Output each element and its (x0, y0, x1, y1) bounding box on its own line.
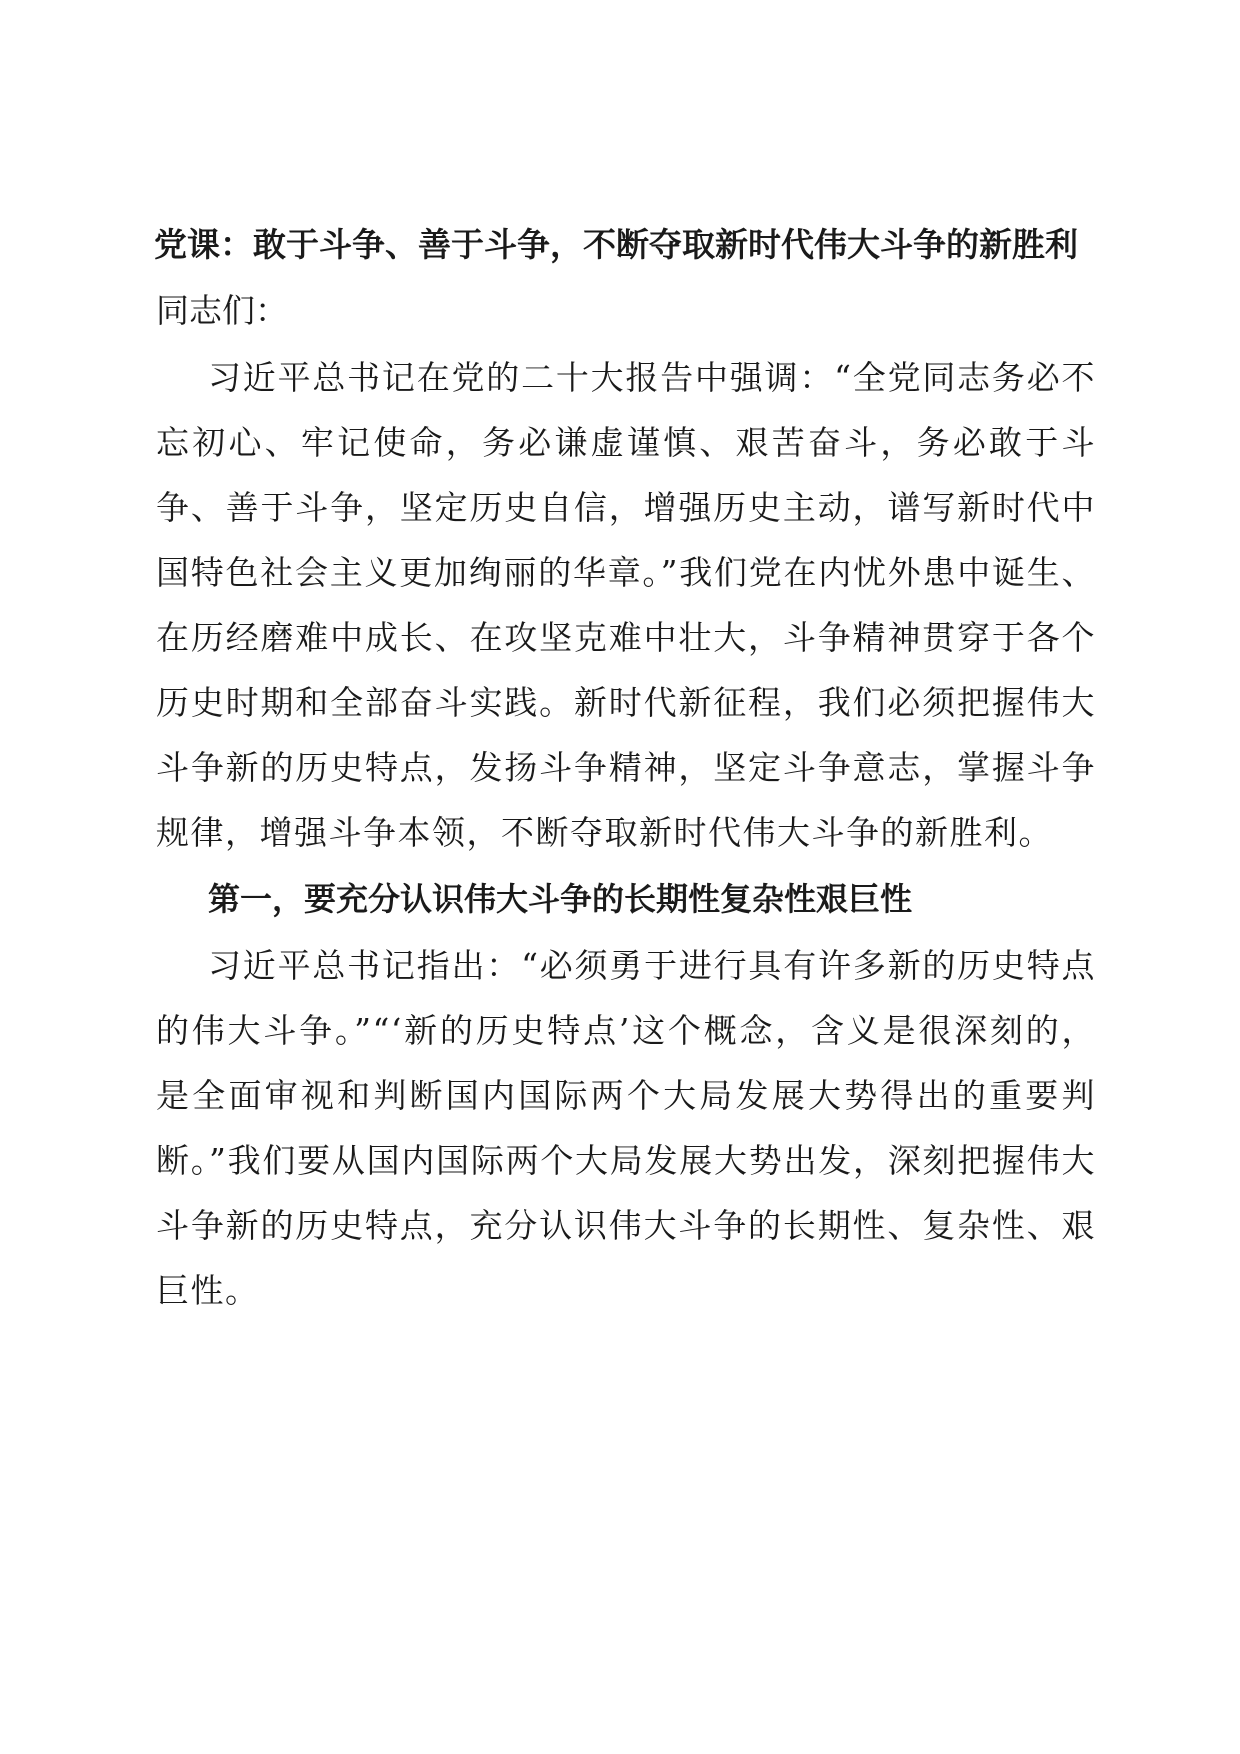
intro-paragraph: 习近平总书记在党的二十大报告中强调：“全党同志务必不忘初心、牢记使命，务必谦虚谨慎、艰苦奋斗，务必敢于斗争、善于斗争，坚定历史自信，增强历史主动，谱写新时代中国特色社会主义更加绚丽的华章。”我们党在内忧外患中诞生、在历经磨难中成长、在攻坚克难中壮大，斗争精神贯穿于各个历史时期和全部奋斗实践。新时代新征程，我们必须把握伟大斗争新的历史特点，发扬斗争精神，坚定斗争意志，掌握斗争规律，增强斗争本领，不断夺取新时代伟大斗争的新胜利。 (156, 358, 1096, 852)
document-title: 党课：敢于斗争、善于斗争，不断夺取新时代伟大斗争的新胜利 (154, 225, 1078, 264)
salutation: 同志们： (156, 291, 288, 330)
section-1-paragraph: 习近平总书记指出：“必须勇于进行具有许多新的历史特点的伟大斗争。”“‘新的历史特点’这个概念，含义是很深刻的，是全面审视和判断国内国际两个大局发展大势得出的重要判断。”我们要从国内国际两个大局发展大势出发，深刻把握伟大斗争新的历史特点，充分认识伟大斗争的长期性、复杂性、艰巨性。 (156, 946, 1096, 1310)
document-page (156, 212, 1096, 1323)
section-heading-1: 第一，要充分认识伟大斗争的长期性复杂性艰巨性 (208, 880, 913, 918)
